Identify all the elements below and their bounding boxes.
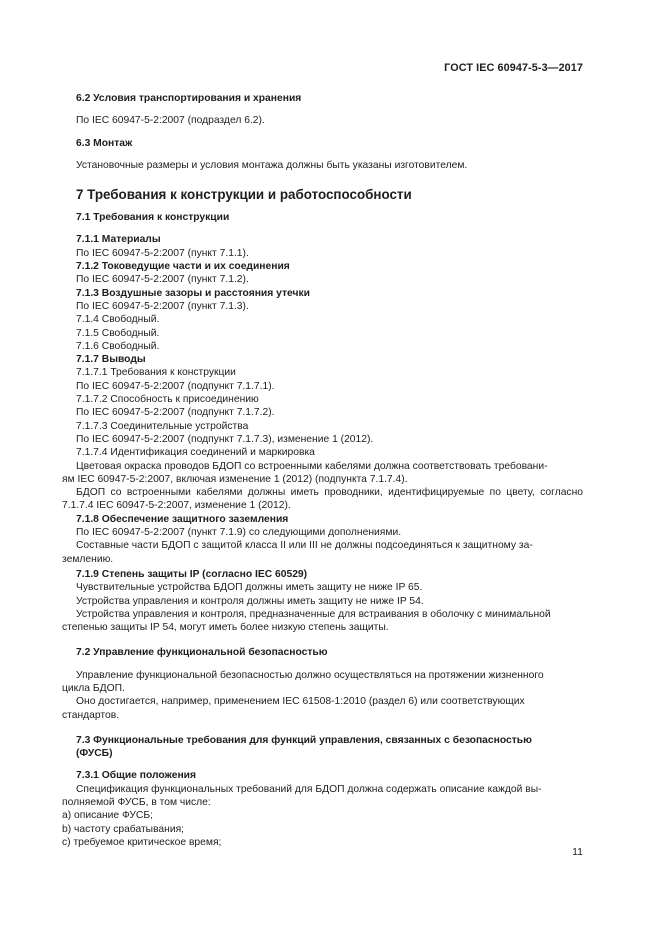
text-7-1-7-3: По IEC 60947-5-2:2007 (подпункт 7.1.7.3), изменение 1 (2012). xyxy=(76,433,374,445)
text-7-2-p1a: Управление функциональной безопасностью должно осуществляться на протяжении жизненного xyxy=(76,669,544,681)
item-7-1-6: 7.1.6 Свободный. xyxy=(76,340,160,352)
text-7-1-9-line2: Устройства управления и контроля должны иметь защиту не ниже IP 54. xyxy=(76,595,424,607)
text-7-3-1-p1b: полняемой ФУСБ, в том числе: xyxy=(62,797,211,809)
list-item-b: b) частоту срабатывания; xyxy=(62,823,185,835)
heading-7-1-7-4: 7.1.7.4 Идентификация соединений и маркировка xyxy=(76,447,315,459)
list-item-a: a) описание ФУСБ; xyxy=(62,810,153,822)
text-6-2: По IEC 60947-5-2:2007 (подраздел 6.2). xyxy=(76,115,265,127)
heading-7-1-8: 7.1.8 Обеспечение защитного заземления xyxy=(76,513,289,525)
text-7-1-7-1: По IEC 60947-5-2:2007 (подпункт 7.1.7.1). xyxy=(76,380,275,392)
text-7-1-3: По IEC 60947-5-2:2007 (пункт 7.1.3). xyxy=(76,300,249,312)
text-7-1-1: По IEC 60947-5-2:2007 (пункт 7.1.1). xyxy=(76,247,249,259)
document-body xyxy=(62,92,583,849)
text-7-1-8-line2b: землению. xyxy=(62,553,114,565)
text-6-3: Установочные размеры и условия монтажа должны быть указаны изготовителем. xyxy=(76,159,468,171)
heading-7-1-2: 7.1.2 Токоведущие части и их соединения xyxy=(76,261,290,273)
text-7-1-9-line1: Чувствительные устройства БДОП должны иметь защиту не ниже IP 65. xyxy=(76,582,423,594)
heading-7-1-7-2: 7.1.7.2 Способность к присоединению xyxy=(76,394,259,406)
heading-7-1-3: 7.1.3 Воздушные зазоры и расстояния утечки xyxy=(76,287,310,299)
text-7-3-1-p1a: Спецификация функциональных требований для БДОП должна содержать описание каждой вы- xyxy=(76,783,542,795)
text-7-1-9-line3a: Устройства управления и контроля, предназначенные для встраивания в оболочку с минимальной xyxy=(76,608,551,620)
heading-7-3-line1: 7.3 Функциональные требования для функций управления, связанных с безопасностью xyxy=(76,734,532,746)
heading-6-2: 6.2 Условия транспортирования и хранения xyxy=(76,93,302,104)
heading-7-1: 7.1 Требования к конструкции xyxy=(76,212,230,224)
text-7-1-7-2: По IEC 60947-5-2:2007 (подпункт 7.1.7.2). xyxy=(76,407,275,419)
document-code: ГОСТ IEC 60947-5-3—2017 xyxy=(444,62,583,74)
list-item-c: c) требуемое критическое время; xyxy=(62,836,222,848)
text-7-1-2: По IEC 60947-5-2:2007 (пункт 7.1.2). xyxy=(76,274,249,286)
heading-7: 7 Требования к конструкции и работоспособности xyxy=(76,187,412,203)
item-7-1-5: 7.1.5 Свободный. xyxy=(76,327,160,339)
text-7-1-8-line2a: Составные части БДОП с защитой класса II или III не должны подсоединяться к защитному за- xyxy=(76,540,533,552)
text-7-1-7-4-p2 xyxy=(62,486,583,513)
item-7-1-4: 7.1.4 Свободный. xyxy=(76,314,160,326)
heading-7-1-1: 7.1.1 Материалы xyxy=(76,234,161,246)
text-7-2-p2b: стандартов. xyxy=(62,709,120,721)
heading-7-1-7-1: 7.1.7.1 Требования к конструкции xyxy=(76,367,236,379)
heading-7-3-1: 7.3.1 Общие положения xyxy=(76,770,196,782)
heading-7-1-9: 7.1.9 Степень защиты IP (согласно IEC 60529) xyxy=(76,568,308,580)
text-7-1-9-line3b: степенью защиты IP 54, могут иметь более низкую степень защиты. xyxy=(62,622,389,634)
heading-7-1-7: 7.1.7 Выводы xyxy=(76,354,146,366)
text-7-1-7-4-p2-body: БДОП со встроенными кабелями должны иметь проводники, идентифицируемые по цвету, согласно 7.1.7.4 IEC 60947-5-2:2007, изменение 1 (2012). xyxy=(62,487,583,512)
text-7-1-7-4-p1-line1: Цветовая окраска проводов БДОП со встроенными кабелями должна соответствовать требовани- xyxy=(76,460,548,472)
text-7-1-8-line1: По IEC 60947-5-2:2007 (пункт 7.1.9) со следующими дополнениями. xyxy=(76,527,402,539)
text-7-2-p2a: Оно достигается, например, применением IEC 61508-1:2010 (раздел 6) или соответствующих xyxy=(76,696,525,708)
text-7-1-7-4-p1-line2: ям IEC 60947-5-2:2007, включая изменение 1 (2012) (подпункта 7.1.7.4). xyxy=(62,473,408,485)
heading-7-2: 7.2 Управление функциональной безопасностью xyxy=(76,647,328,659)
heading-7-3-line2: (ФУСБ) xyxy=(76,748,113,760)
heading-7-1-7-3: 7.1.7.3 Соединительные устройства xyxy=(76,420,249,432)
page-number: 11 xyxy=(572,846,583,858)
heading-6-3: 6.3 Монтаж xyxy=(76,137,133,149)
text-7-2-p1b: цикла БДОП. xyxy=(62,682,125,694)
